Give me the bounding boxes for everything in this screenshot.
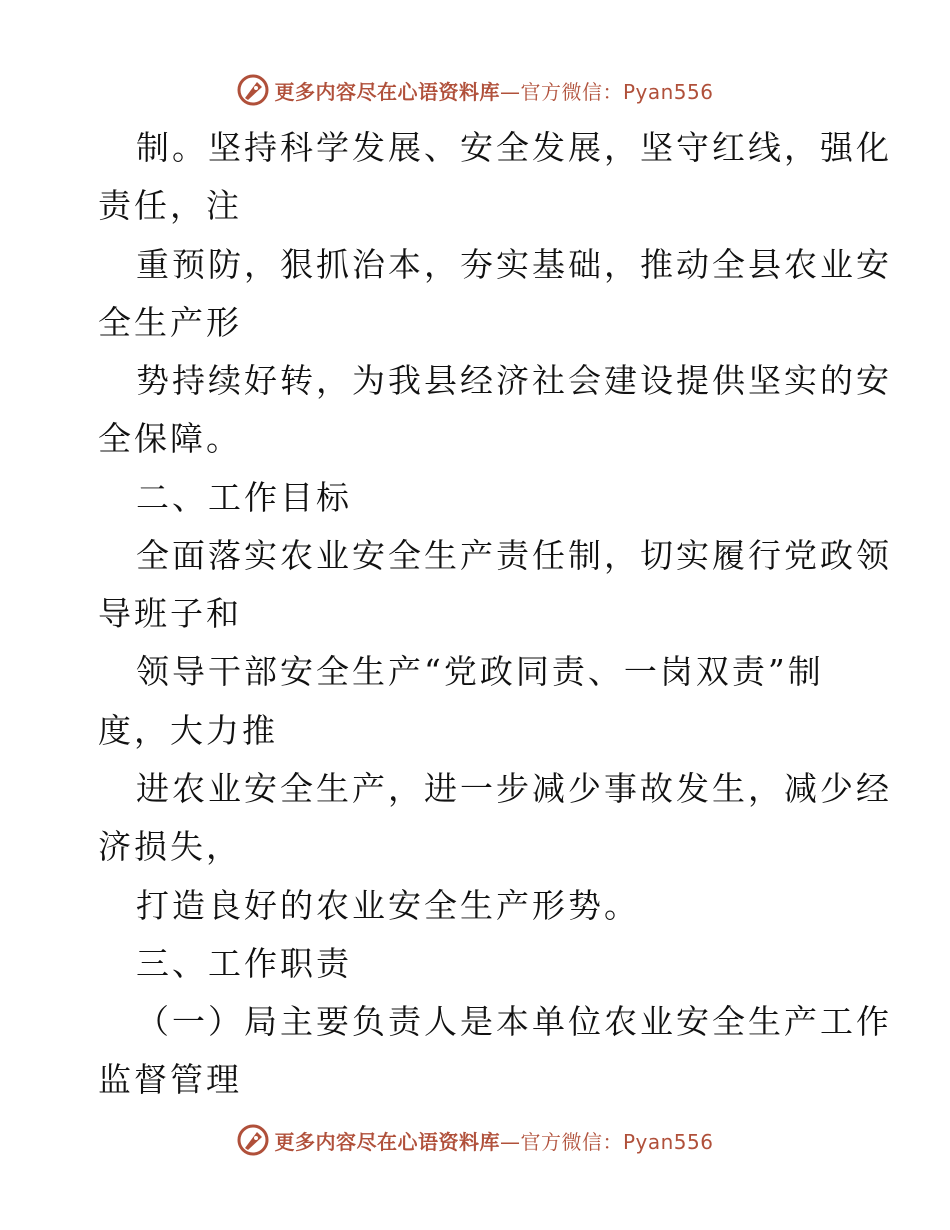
header-banner-text: [274, 76, 713, 105]
body-line: 领导干部安全生产“党政同责、一岗双责”制: [136, 652, 824, 691]
header-site-text: 更多内容尽在心语资料库: [274, 79, 500, 104]
section-heading-duties: 三、工作职责: [136, 944, 352, 983]
body-line: 势持续好转，为我县经济社会建设提供坚实的安: [136, 361, 892, 400]
section-heading-goals: 二、工作目标: [136, 478, 352, 517]
body-line: 打造良好的农业安全生产形势。: [136, 886, 640, 925]
header-dash: —: [499, 79, 521, 104]
body-line: 度，大力推: [98, 711, 278, 750]
footer-dash: —: [499, 1129, 521, 1154]
body-line: 进农业安全生产，进一步减少事故发生，减少经: [136, 769, 892, 808]
body-line: 济损失，: [98, 827, 242, 866]
pen-nib-logo-icon: [236, 1123, 270, 1157]
body-line: 制。坚持科学发展、安全发展，坚守红线，强化: [136, 128, 892, 167]
pen-nib-logo-icon: [236, 73, 270, 107]
footer-wechat-text: 官方微信：Pyan556: [520, 1129, 714, 1154]
body-line: 监督管理: [98, 1060, 242, 1099]
body-line: 全保障。: [98, 419, 242, 458]
body-line: 全面落实农业安全生产责任制，切实履行党政领: [136, 536, 892, 575]
header-watermark-banner: [0, 70, 950, 110]
header-wechat-text: 官方微信：Pyan556: [520, 79, 714, 104]
footer-banner-text: [274, 1126, 713, 1155]
body-line: 责任，注: [98, 186, 242, 225]
body-line: （一）局主要负责人是本单位农业安全生产工作: [136, 1002, 892, 1041]
body-line: 导班子和: [98, 594, 242, 633]
footer-watermark-banner: [0, 1120, 950, 1160]
body-line: 重预防，狠抓治本，夯实基础，推动全县农业安: [136, 245, 892, 284]
body-line: 全生产形: [98, 303, 242, 342]
footer-site-text: 更多内容尽在心语资料库: [274, 1129, 500, 1154]
